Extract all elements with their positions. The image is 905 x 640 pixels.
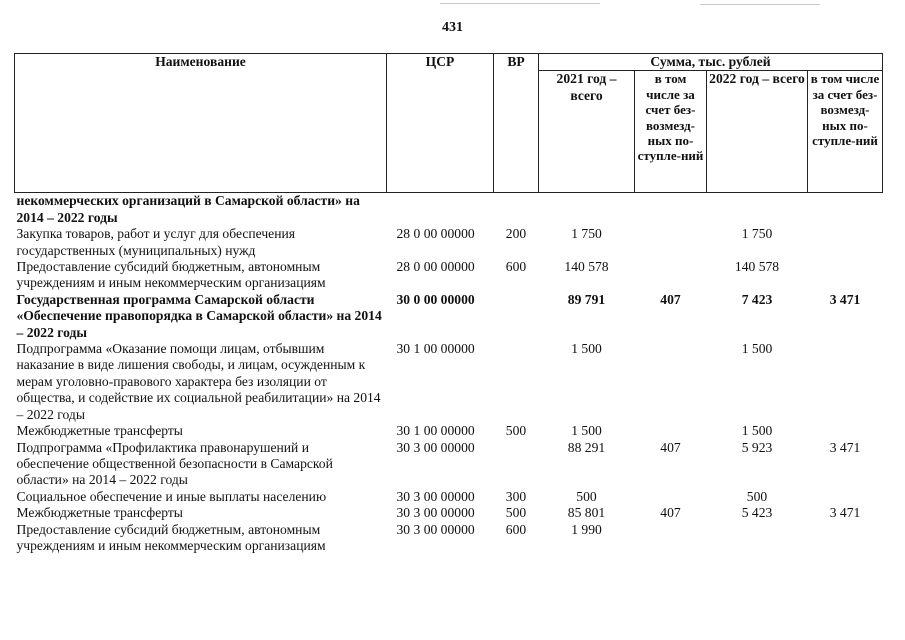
row-vr: 200 — [505, 226, 527, 242]
table-row — [15, 193, 883, 226]
row-2021-free: 407 — [660, 439, 681, 455]
row-name: Социальное обеспечение и иные выплаты населению — [16, 488, 327, 504]
row-csr: 30 3 00 00000 — [396, 488, 475, 504]
table-header — [15, 54, 883, 193]
row-2021-total: 1 990 — [571, 521, 602, 537]
row-vr — [494, 193, 539, 226]
row-vr — [494, 292, 539, 341]
row-vr: 600 — [505, 259, 527, 275]
row-name: некоммерческих организаций в Самарской области» на 2014 – 2022 годы — [16, 193, 360, 225]
row-vr: 500 — [505, 423, 527, 439]
row-name: Государственная программа Самарской области «Обеспечение правопорядка в Самарской области» на 2014 – 2022 годы — [16, 291, 382, 340]
header-2021-total: 2021 год – всего — [539, 71, 635, 193]
table-row — [15, 522, 883, 555]
row-csr: 28 0 00 00000 — [396, 226, 475, 242]
row-csr: 30 3 00 00000 — [396, 505, 475, 521]
row-name: Межбюджетные трансферты — [16, 505, 183, 521]
row-2022-total — [707, 522, 808, 555]
row-vr — [494, 440, 539, 489]
table-row — [15, 226, 883, 259]
scan-artifact-line — [440, 3, 600, 4]
row-2022-free — [808, 259, 883, 292]
row-2021-free: 407 — [660, 291, 681, 307]
row-name: Закупка товаров, работ и услуг для обеспечения государственных (муниципальных) нужд — [16, 226, 295, 258]
row-2021-total: 88 291 — [567, 439, 606, 455]
row-2021-total: 1 750 — [571, 226, 602, 242]
row-vr: 600 — [505, 521, 527, 537]
row-name: Подпрограмма «Оказание помощи лицам, отбывшим наказание в виде лишения свободы, и лицам, осужденным к мерам уголовно-правового характера без изоляции от общества, и содействие их социальной реабилитации» на 2014 – 2022 годы — [16, 341, 381, 422]
row-2022-total: 1 500 — [741, 341, 773, 357]
table-row — [15, 440, 883, 489]
row-2021-total: 85 801 — [567, 505, 606, 521]
header-2021-free: в том числе за счет без-возмезд-ных по-ступле-ний — [635, 71, 707, 193]
row-2021-total: 1 500 — [571, 341, 602, 357]
row-2021-total: 89 791 — [567, 291, 606, 307]
table-row — [15, 505, 883, 521]
header-name: Наименование — [15, 54, 387, 193]
row-2022-total: 140 578 — [734, 259, 780, 275]
table-row — [15, 489, 883, 505]
row-csr: 30 3 00 00000 — [396, 521, 475, 537]
row-2021-free: 407 — [660, 505, 681, 521]
row-2022-free — [808, 489, 883, 505]
row-csr: 28 0 00 00000 — [396, 259, 475, 275]
row-2022-total: 500 — [746, 488, 768, 504]
row-2022-free: 3 471 — [829, 291, 861, 307]
row-vr — [494, 341, 539, 423]
row-name: Межбюджетные трансферты — [16, 423, 183, 439]
header-sum-group: Сумма, тыс. рублей — [539, 54, 883, 71]
table-row — [15, 341, 883, 423]
row-vr: 300 — [505, 488, 527, 504]
header-vr: ВР — [494, 54, 539, 193]
header-2022-free: в том числе за счет без-возмезд-ных по-ступле-ний — [808, 71, 883, 193]
table-row — [15, 423, 883, 439]
row-csr: 30 3 00 00000 — [396, 439, 475, 455]
row-2022-free — [808, 193, 883, 226]
row-2021-total: 1 500 — [571, 423, 602, 439]
table-row — [15, 259, 883, 292]
row-2022-free — [808, 341, 883, 423]
header-2022-total: 2022 год – всего — [707, 71, 808, 193]
row-name: Предоставление субсидий бюджетным, автономным учреждениям и иным некоммерческим организациям — [16, 259, 326, 291]
row-2021-free — [635, 489, 707, 505]
row-2021-free — [635, 226, 707, 259]
page-number: 431 — [442, 20, 463, 35]
table-body — [15, 193, 883, 554]
row-2022-free — [808, 423, 883, 439]
row-2022-free — [808, 226, 883, 259]
row-2022-free — [808, 522, 883, 555]
row-csr: 30 1 00 00000 — [396, 423, 475, 439]
row-2021-total: 140 578 — [564, 259, 609, 275]
row-csr: 30 1 00 00000 — [396, 341, 475, 357]
row-2022-total: 7 423 — [741, 291, 773, 307]
row-2022-total — [707, 193, 808, 226]
row-2022-free: 3 471 — [829, 439, 861, 455]
row-2022-total: 1 750 — [741, 226, 773, 242]
table-row — [15, 292, 883, 341]
header-csr: ЦСР — [387, 54, 494, 193]
row-name: Предоставление субсидий бюджетным, автономным учреждениям и иным некоммерческим организациям — [16, 521, 326, 553]
row-2021-free — [635, 341, 707, 423]
row-vr: 500 — [505, 505, 527, 521]
row-2021-total: 500 — [576, 488, 597, 504]
row-2022-total: 1 500 — [741, 423, 773, 439]
row-2022-free: 3 471 — [829, 505, 861, 521]
row-csr: 30 0 00 00000 — [396, 291, 475, 307]
row-2022-total: 5 923 — [741, 439, 773, 455]
row-2021-free — [635, 522, 707, 555]
row-2021-free — [635, 193, 707, 226]
row-2022-total: 5 423 — [741, 505, 773, 521]
row-csr — [387, 193, 494, 226]
row-name: Подпрограмма «Профилактика правонарушений и обеспечение общественной безопасности в Самарской области» на 2014 – 2022 годы — [16, 439, 333, 488]
row-2021-free — [635, 423, 707, 439]
row-2021-free — [635, 259, 707, 292]
budget-table — [14, 53, 883, 554]
scan-artifact-line — [700, 4, 820, 5]
row-2021-total — [539, 193, 635, 226]
